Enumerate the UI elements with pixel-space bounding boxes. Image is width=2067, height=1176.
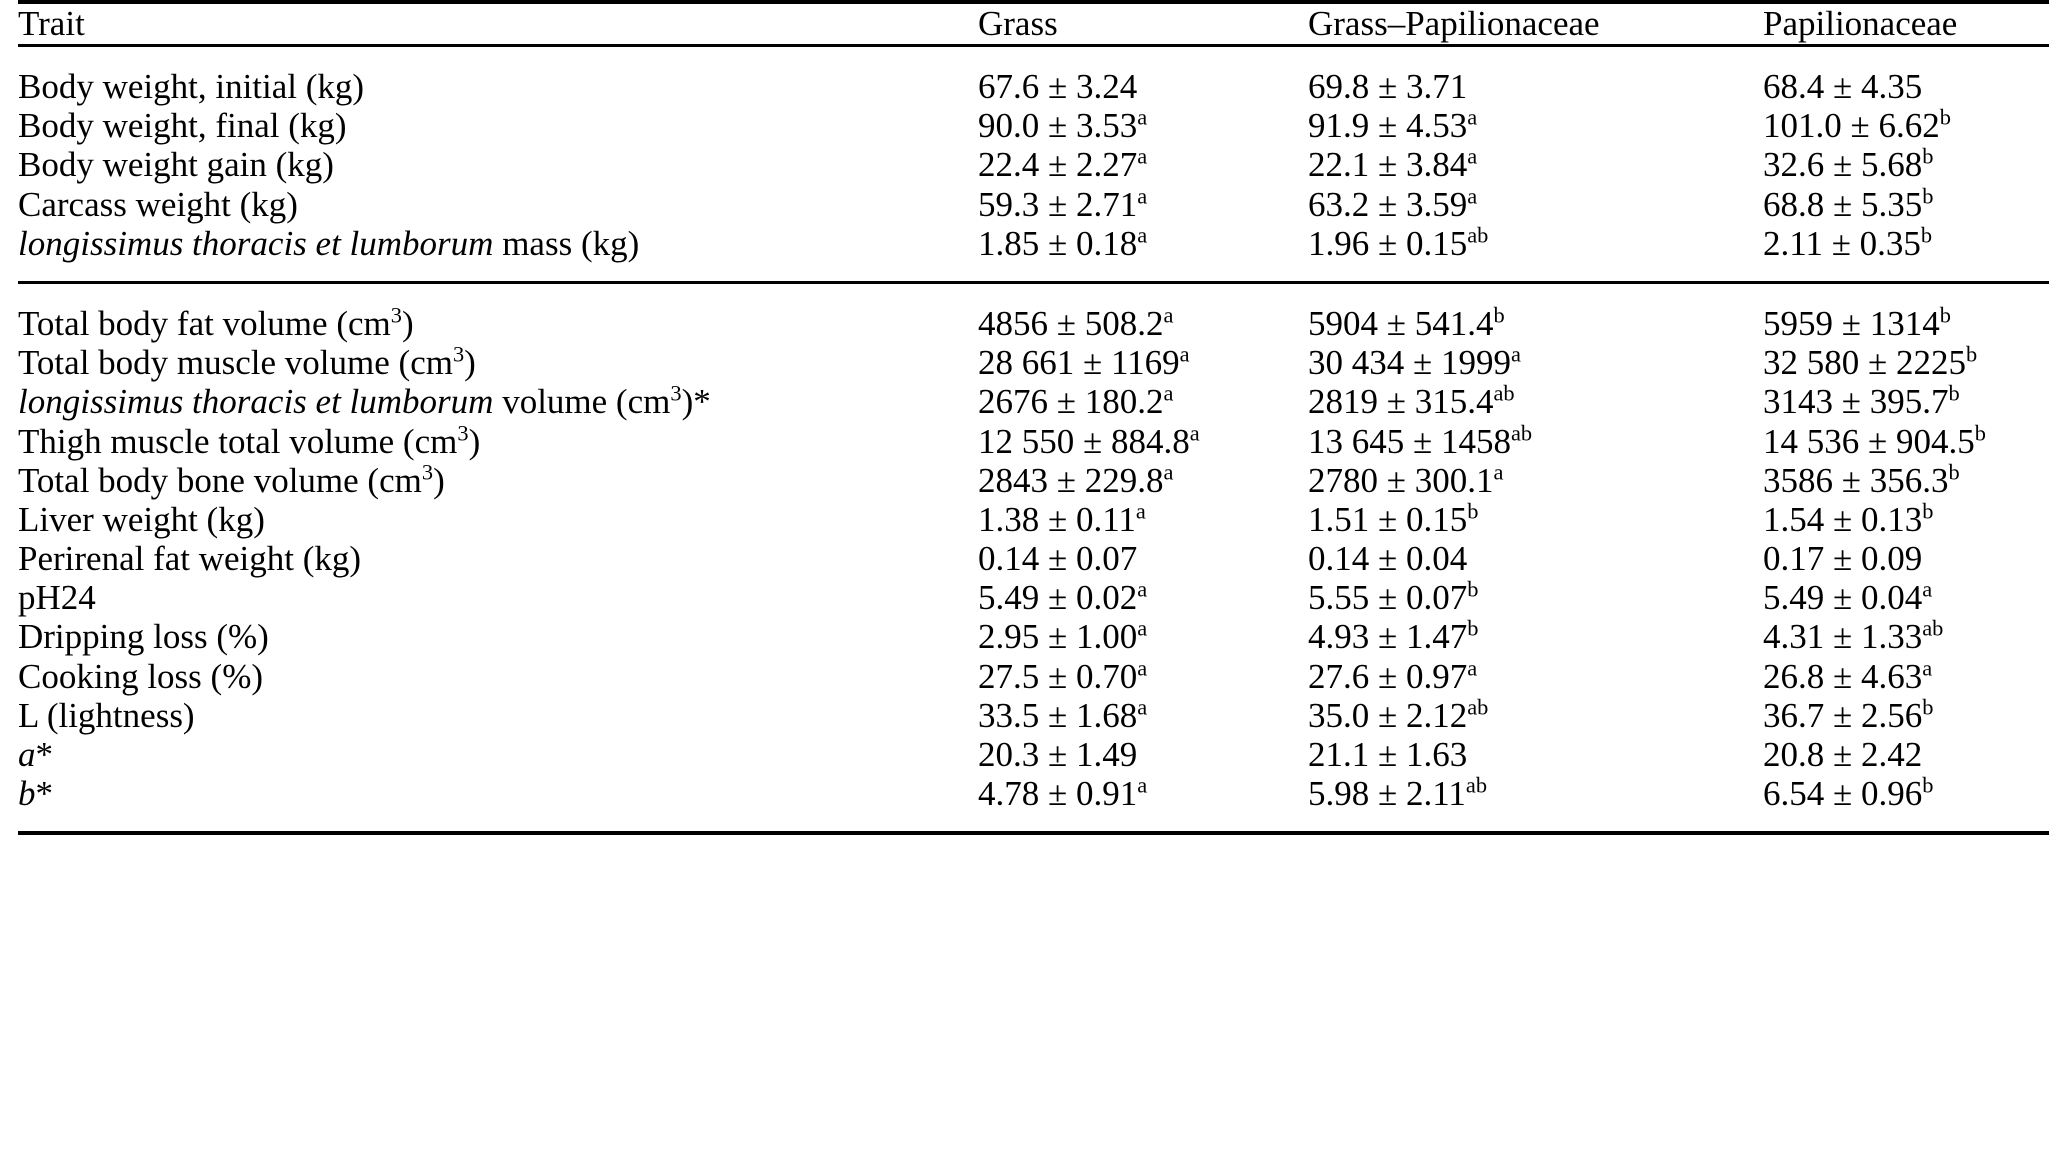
- significance-superscript: a: [1163, 380, 1174, 406]
- trait-label-suffix: volume (cm: [493, 382, 671, 422]
- significance-superscript: a: [1137, 143, 1148, 169]
- trait-label: Dripping loss (%): [18, 617, 269, 657]
- trait-superscript: 3: [670, 380, 682, 406]
- trait-label-suffix: ): [401, 303, 414, 343]
- trait-label: pH24: [18, 578, 96, 618]
- trait-label: Cooking loss (%): [18, 656, 263, 696]
- value-text: 91.9 ± 4.53: [1308, 106, 1468, 146]
- cell-papilionaceae: [1763, 461, 2049, 500]
- cell-trait: [18, 46, 978, 107]
- table-row: [18, 578, 2049, 617]
- value-text: 27.5 ± 0.70: [978, 656, 1138, 696]
- cell-papilionaceae: [1763, 500, 2049, 539]
- cell-trait: [18, 282, 978, 343]
- cell-papilionaceae: [1763, 539, 2049, 578]
- cell-trait: [18, 617, 978, 656]
- table-row: [18, 617, 2049, 656]
- significance-superscript: b: [1939, 104, 1951, 130]
- trait-label: Total body fat volume (cm: [18, 303, 391, 343]
- value-text: 1.54 ± 0.13: [1763, 499, 1923, 539]
- table-row: [18, 735, 2049, 774]
- cell-grass: [978, 145, 1308, 184]
- cell-grass-papilionaceae: [1308, 617, 1763, 656]
- significance-superscript: a: [1135, 498, 1146, 524]
- table-row: [18, 382, 2049, 421]
- table-row: [18, 145, 2049, 184]
- value-text: 5.49 ± 0.04: [1763, 578, 1923, 618]
- cell-papilionaceae: [1763, 145, 2049, 184]
- column-header-grass: Grass: [978, 2, 1308, 46]
- trait-superscript: 3: [421, 459, 434, 485]
- significance-superscript: ab: [1467, 694, 1489, 720]
- value-text: 5.55 ± 0.07: [1308, 578, 1468, 618]
- cell-grass: [978, 500, 1308, 539]
- trait-label: Perirenal fat weight (kg): [18, 539, 362, 579]
- value-text: 22.4 ± 2.27: [978, 145, 1138, 185]
- cell-trait: [18, 735, 978, 774]
- significance-superscript: b: [1493, 302, 1505, 328]
- significance-superscript: a: [1137, 222, 1148, 248]
- table-row: [18, 343, 2049, 382]
- significance-superscript: a: [1467, 143, 1478, 169]
- trait-label: Thigh muscle total volume (cm: [18, 421, 458, 461]
- significance-superscript: a: [1493, 459, 1504, 485]
- column-header-papilionaceae: Papilionaceae: [1763, 2, 2049, 46]
- value-text: 6.54 ± 0.96: [1763, 774, 1923, 814]
- significance-superscript: b: [1922, 182, 1934, 208]
- cell-grass: [978, 224, 1308, 283]
- cell-papilionaceae: [1763, 419, 2049, 461]
- table-row: [18, 422, 2049, 461]
- cell-trait: [18, 224, 978, 283]
- significance-superscript: b: [1922, 143, 1934, 169]
- value-text: 5904 ± 541.4: [1308, 303, 1494, 343]
- value-text: 0.14 ± 0.07: [978, 539, 1138, 579]
- cell-trait: [18, 657, 978, 696]
- value-text: 36.7 ± 2.56: [1763, 695, 1923, 735]
- cell-grass-papilionaceae: [1308, 696, 1763, 735]
- cell-grass-papilionaceae: [1308, 145, 1763, 184]
- value-text: 30 434 ± 1999: [1308, 343, 1511, 383]
- trait-superscript: 3: [452, 341, 465, 367]
- cell-trait: [18, 696, 978, 735]
- value-text: 69.8 ± 3.71: [1308, 67, 1468, 106]
- cell-grass-papilionaceae: [1308, 735, 1763, 774]
- trait-label-suffix: ): [464, 343, 476, 383]
- value-text: 1.51 ± 0.15: [1308, 499, 1468, 539]
- table-row: [18, 185, 2049, 224]
- value-text: 2.11 ± 0.35: [1763, 223, 1921, 263]
- trait-label-italic: a: [18, 735, 36, 774]
- table-row: [18, 224, 2049, 283]
- trait-label: Body weight, final (kg): [18, 106, 347, 146]
- value-text: 1.85 ± 0.18: [978, 223, 1138, 263]
- value-text: 28 661 ± 1169: [978, 343, 1180, 383]
- trait-label: Total body muscle volume (cm: [18, 343, 453, 383]
- value-text: 22.1 ± 3.84: [1308, 145, 1468, 185]
- cell-grass: [978, 182, 1308, 224]
- value-text: 68.4 ± 4.35: [1763, 67, 1923, 106]
- trait-label: Total body bone volume (cm: [18, 460, 422, 500]
- cell-grass-papilionaceae: [1308, 343, 1763, 382]
- cell-grass: [978, 578, 1308, 617]
- significance-superscript: a: [1137, 615, 1148, 641]
- significance-superscript: a: [1467, 182, 1478, 208]
- table-row: [18, 500, 2049, 539]
- cell-grass-papilionaceae: [1308, 282, 1763, 343]
- significance-superscript: b: [1922, 772, 1934, 798]
- value-text: 21.1 ± 1.63: [1308, 735, 1468, 774]
- value-text: 3143 ± 395.7: [1763, 382, 1949, 422]
- cell-papilionaceae: [1763, 224, 2049, 283]
- significance-superscript: a: [1467, 654, 1478, 680]
- value-text: 4.78 ± 0.91: [978, 774, 1138, 814]
- table-row: [18, 774, 2049, 833]
- cell-papilionaceae: [1763, 617, 2049, 656]
- significance-superscript: b: [1467, 576, 1479, 602]
- cell-trait: [18, 500, 978, 539]
- table-row: [18, 46, 2049, 107]
- significance-superscript: a: [1510, 341, 1521, 367]
- significance-superscript: b: [1948, 459, 1960, 485]
- value-text: 59.3 ± 2.71: [978, 184, 1138, 224]
- significance-superscript: ab: [1510, 419, 1533, 445]
- trait-label: Body weight, initial (kg): [18, 67, 365, 106]
- trait-label-italic: longissimus thoracis et lumborum: [18, 382, 494, 422]
- table-header: [18, 2, 2049, 46]
- value-text: 101.0 ± 6.62: [1763, 106, 1940, 146]
- significance-superscript: a: [1163, 459, 1174, 485]
- value-text: 2676 ± 180.2: [978, 382, 1164, 422]
- cell-papilionaceae: [1763, 654, 2049, 696]
- cell-trait: [18, 774, 978, 833]
- cell-grass: [978, 654, 1308, 696]
- significance-superscript: b: [1948, 380, 1960, 406]
- trait-label-suffix: *: [35, 735, 53, 774]
- value-text: 2819 ± 315.4: [1308, 382, 1494, 422]
- cell-papilionaceae: [1763, 282, 2049, 343]
- significance-superscript: a: [1189, 419, 1200, 445]
- cell-grass-papilionaceae: [1308, 106, 1763, 145]
- significance-superscript: a: [1137, 182, 1148, 208]
- cell-trait: [18, 578, 978, 617]
- cell-grass-papilionaceae: [1308, 224, 1763, 283]
- value-text: 63.2 ± 3.59: [1308, 184, 1468, 224]
- table-row: [18, 657, 2049, 696]
- significance-superscript: b: [1920, 222, 1933, 248]
- trait-label-tail: )*: [681, 382, 711, 422]
- value-text: 32 580 ± 2225: [1763, 343, 1966, 383]
- significance-superscript: ab: [1922, 615, 1944, 641]
- cell-grass: [978, 539, 1308, 578]
- trait-label: L (lightness): [18, 695, 195, 735]
- value-text: 32.6 ± 5.68: [1763, 145, 1923, 185]
- table-row: [18, 696, 2049, 735]
- cell-grass-papilionaceae: [1308, 382, 1763, 421]
- trait-label: Carcass weight (kg): [18, 184, 298, 224]
- cell-papilionaceae: [1763, 578, 2049, 617]
- trait-label-italic: longissimus thoracis et lumborum: [18, 223, 494, 263]
- cell-grass: [978, 382, 1308, 421]
- cell-papilionaceae: [1763, 46, 2049, 107]
- trait-label-suffix: mass (kg): [493, 223, 640, 263]
- cell-grass: [978, 282, 1308, 343]
- value-text: 0.14 ± 0.04: [1308, 539, 1468, 579]
- significance-superscript: b: [1467, 615, 1479, 641]
- value-text: 1.38 ± 0.11: [978, 499, 1136, 539]
- value-text: 90.0 ± 3.53: [978, 106, 1138, 146]
- cell-grass: [978, 106, 1308, 145]
- cell-grass-papilionaceae: [1308, 46, 1763, 107]
- significance-superscript: a: [1922, 576, 1933, 602]
- trait-label-italic: b: [18, 774, 36, 814]
- significance-superscript: b: [1974, 419, 1986, 445]
- trait-label-suffix: ): [468, 421, 481, 461]
- trait-label: Body weight gain (kg): [18, 145, 334, 185]
- trait-superscript: 3: [457, 419, 469, 445]
- value-text: 5.98 ± 2.11: [1308, 774, 1466, 814]
- cell-trait: [18, 382, 978, 421]
- significance-superscript: a: [1137, 576, 1148, 602]
- value-text: 14 536 ± 904.5: [1763, 421, 1975, 461]
- cell-grass: [978, 46, 1308, 107]
- cell-trait: [18, 419, 978, 461]
- trait-superscript: 3: [390, 302, 402, 328]
- cell-papilionaceae: [1763, 774, 2049, 833]
- cell-papilionaceae: [1763, 382, 2049, 421]
- cell-grass-papilionaceae: [1308, 578, 1763, 617]
- cell-papilionaceae: [1763, 343, 2049, 382]
- cell-trait: [18, 343, 978, 382]
- value-text: 4.93 ± 1.47: [1308, 617, 1468, 657]
- cell-papilionaceae: [1763, 735, 2049, 774]
- value-text: 0.17 ± 0.09: [1763, 539, 1923, 579]
- significance-superscript: b: [1965, 341, 1978, 367]
- significance-superscript: ab: [1467, 222, 1489, 248]
- cell-trait: [18, 106, 978, 145]
- value-text: 13 645 ± 1458: [1308, 421, 1511, 461]
- significance-superscript: b: [1922, 694, 1934, 720]
- significance-superscript: ab: [1465, 772, 1488, 798]
- cell-trait: [18, 185, 978, 224]
- value-text: 3586 ± 356.3: [1763, 460, 1949, 500]
- cell-grass: [978, 343, 1308, 382]
- cell-grass-papilionaceae: [1308, 774, 1763, 833]
- cell-trait: [18, 145, 978, 184]
- cell-papilionaceae: [1763, 182, 2049, 224]
- significance-superscript: ab: [1493, 380, 1515, 406]
- value-text: 5959 ± 1314: [1763, 303, 1940, 343]
- column-header-grass-papilionaceae: Grass–Papilionaceae: [1308, 2, 1763, 46]
- cell-grass: [978, 774, 1308, 833]
- column-header-trait: Trait: [18, 2, 978, 46]
- table-body: [18, 46, 2049, 834]
- significance-superscript: a: [1467, 104, 1478, 130]
- value-text: 35.0 ± 2.12: [1308, 695, 1468, 735]
- value-text: 20.3 ± 1.49: [978, 735, 1138, 774]
- cell-grass-papilionaceae: [1308, 654, 1763, 696]
- trait-label: Liver weight (kg): [18, 499, 265, 539]
- cell-grass: [978, 617, 1308, 656]
- cell-grass-papilionaceae: [1308, 419, 1763, 461]
- table-row: [18, 461, 2049, 500]
- cell-trait: [18, 461, 978, 500]
- table-row: [18, 539, 2049, 578]
- significance-superscript: b: [1922, 498, 1934, 524]
- cell-grass: [978, 461, 1308, 500]
- cell-grass-papilionaceae: [1308, 182, 1763, 224]
- trait-label-suffix: ): [433, 460, 445, 500]
- value-text: 1.96 ± 0.15: [1308, 223, 1468, 263]
- cell-grass: [978, 696, 1308, 735]
- cell-grass-papilionaceae: [1308, 539, 1763, 578]
- value-text: 4.31 ± 1.33: [1763, 617, 1923, 657]
- cell-grass-papilionaceae: [1308, 500, 1763, 539]
- cell-grass-papilionaceae: [1308, 461, 1763, 500]
- value-text: 67.6 ± 3.24: [978, 67, 1138, 106]
- significance-superscript: a: [1137, 772, 1148, 798]
- value-text: 5.49 ± 0.02: [978, 578, 1138, 618]
- value-text: 68.8 ± 5.35: [1763, 184, 1923, 224]
- results-table: [18, 0, 2049, 835]
- cell-papilionaceae: [1763, 696, 2049, 735]
- table-row: [18, 282, 2049, 343]
- cell-trait: [18, 539, 978, 578]
- cell-papilionaceae: [1763, 106, 2049, 145]
- significance-superscript: b: [1939, 302, 1951, 328]
- significance-superscript: a: [1163, 302, 1174, 328]
- value-text: 2780 ± 300.1: [1308, 460, 1494, 500]
- value-text: 12 550 ± 884.8: [978, 421, 1190, 461]
- value-text: 2.95 ± 1.00: [978, 617, 1138, 657]
- value-text: 2843 ± 229.8: [978, 460, 1164, 500]
- significance-superscript: a: [1922, 654, 1933, 680]
- cell-grass: [978, 735, 1308, 774]
- significance-superscript: a: [1137, 654, 1148, 680]
- value-text: 4856 ± 508.2: [978, 303, 1164, 343]
- significance-superscript: b: [1467, 498, 1479, 524]
- trait-label-suffix: *: [35, 774, 53, 814]
- significance-superscript: a: [1137, 694, 1148, 720]
- significance-superscript: a: [1179, 341, 1190, 367]
- significance-superscript: a: [1137, 104, 1148, 130]
- value-text: 26.8 ± 4.63: [1763, 656, 1923, 696]
- value-text: 33.5 ± 1.68: [978, 695, 1138, 735]
- table-row: [18, 106, 2049, 145]
- value-text: 20.8 ± 2.42: [1763, 735, 1923, 774]
- header-row: [18, 2, 2049, 46]
- cell-grass: [978, 419, 1308, 461]
- value-text: 27.6 ± 0.97: [1308, 656, 1468, 696]
